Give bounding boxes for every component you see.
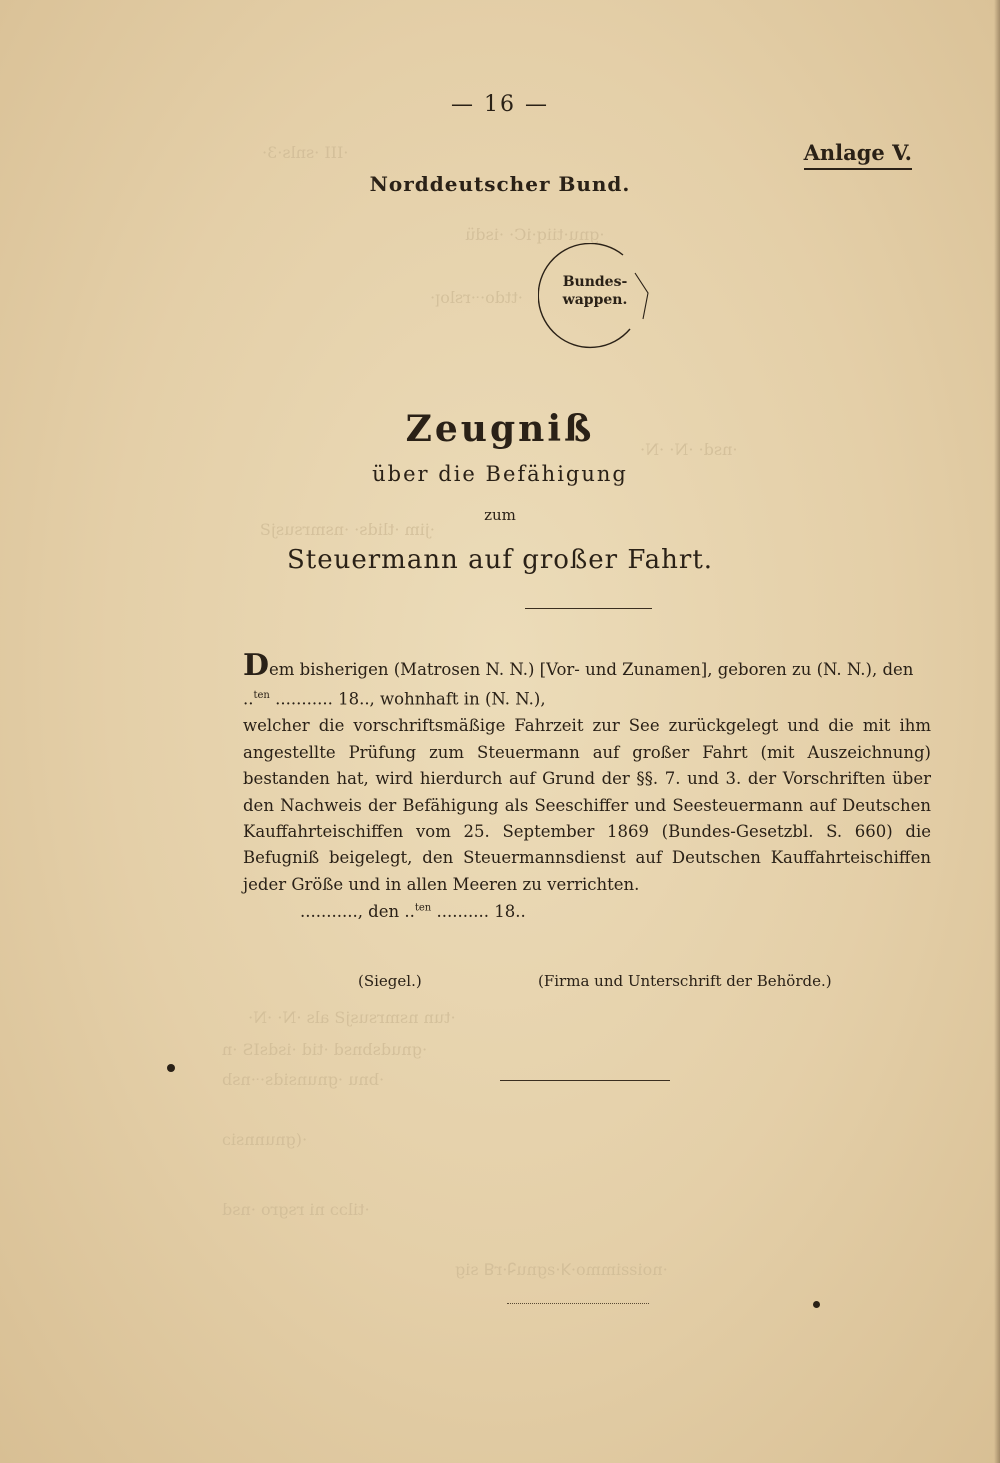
ink-spot	[167, 1064, 175, 1072]
bleed-through-text: ·gnudsbnsd ·tid ·isdsIS ·n	[222, 1040, 428, 1059]
body-line-2-superscript: ten	[253, 690, 270, 702]
certificate-position: Steuermann auf großer Fahrt.	[286, 545, 714, 575]
seal-caption-line1: Bundes-	[562, 274, 628, 290]
drop-cap: D	[243, 648, 270, 683]
body-line-2-prefix: ..	[243, 689, 254, 709]
bleed-through-text: ·tun nsmrsusjƧ als ·N· ·N·	[248, 1008, 456, 1027]
bleed-through-text: ·nsd· ·N· ·N·	[640, 440, 738, 459]
seal-caption	[538, 273, 652, 309]
body-second-line	[243, 683, 931, 713]
body-paragraph: welcher die vorschriftsmäßige Fahrzeit zur See zurückgelegt und die mit ihm angestellte Prüfung zum Steuermann auf großer Fahrt (mit Auszeichnung) bestanden hat, wird hierdurch auf Grund der §§. 7. und 3. der Vorschriften über den Nachweis der Befähigung als Seeschiffer und Seesteuermann auf Deutschen Kauffahrteischiffen vom 25. September 1869 (Bundes-Gesetzbl. S. 660) die Befugniß beigelegt, den Steuermannsdienst auf Deutschen Kauffahrteischiffen jeder Größe und in allen Meeren zu verrichten.	[243, 716, 931, 894]
date-line-suffix: .......... 18..	[431, 902, 526, 921]
signature-line	[500, 1080, 670, 1081]
date-line-prefix: ..........., den ..	[300, 902, 415, 921]
body-line-1: em bisherigen (Matrosen N. N.) [Vor- und Zunamen], geboren zu (N. N.), den	[269, 660, 914, 679]
bleed-through-text: ·ttdo·ᐧ·rsloꞁ·	[430, 288, 523, 307]
certificate-body	[243, 648, 931, 898]
coat-of-arms-placeholder	[538, 243, 652, 355]
certificate-connector: zum	[484, 506, 516, 524]
bleed-through-text: ·gnu·tiiq·iC· ·isdü	[465, 225, 605, 244]
bleed-through-text: ·(gnunnsiɔ	[222, 1130, 308, 1149]
bottom-dotted-rule	[507, 1303, 649, 1304]
page-edge-shadow	[994, 0, 1000, 1463]
ink-spot	[813, 1301, 820, 1308]
authority-signature-label: (Firma und Unterschrift der Behörde.)	[538, 972, 832, 990]
page-number: — 16 —	[451, 92, 549, 117]
bleed-through-text: ·tilɔɔ ni rsgro ·nsd	[222, 1200, 370, 1219]
bleed-through-text: ·jim ·tlids· ·nsmrsusjƧ	[260, 520, 435, 539]
seal-label: (Siegel.)	[358, 972, 422, 990]
date-line	[300, 902, 526, 921]
bleed-through-text: ·III ·snls·3·	[262, 143, 349, 162]
body-line-2-suffix: ........... 18.., wohnhaft in (N. N.),	[269, 689, 546, 709]
issuing-state: Norddeutscher Bund.	[369, 172, 631, 196]
date-line-superscript: ten	[414, 902, 432, 914]
seal-caption-line2: wappen.	[562, 292, 628, 308]
title-divider	[525, 608, 652, 609]
certificate-subtitle: über die Befähigung	[372, 462, 628, 486]
certificate-title: Zeugniß	[405, 408, 595, 450]
bleed-through-text: ·noiƨƨimmo·ꓘ·ƨgnuᎸ·rꓭ sig	[455, 1260, 668, 1279]
appendix-label: Anlage V.	[804, 140, 912, 170]
body-first-line	[243, 648, 931, 683]
bleed-through-text: ·bnu ·gnunsids·ᐧ·nsb	[222, 1070, 385, 1089]
